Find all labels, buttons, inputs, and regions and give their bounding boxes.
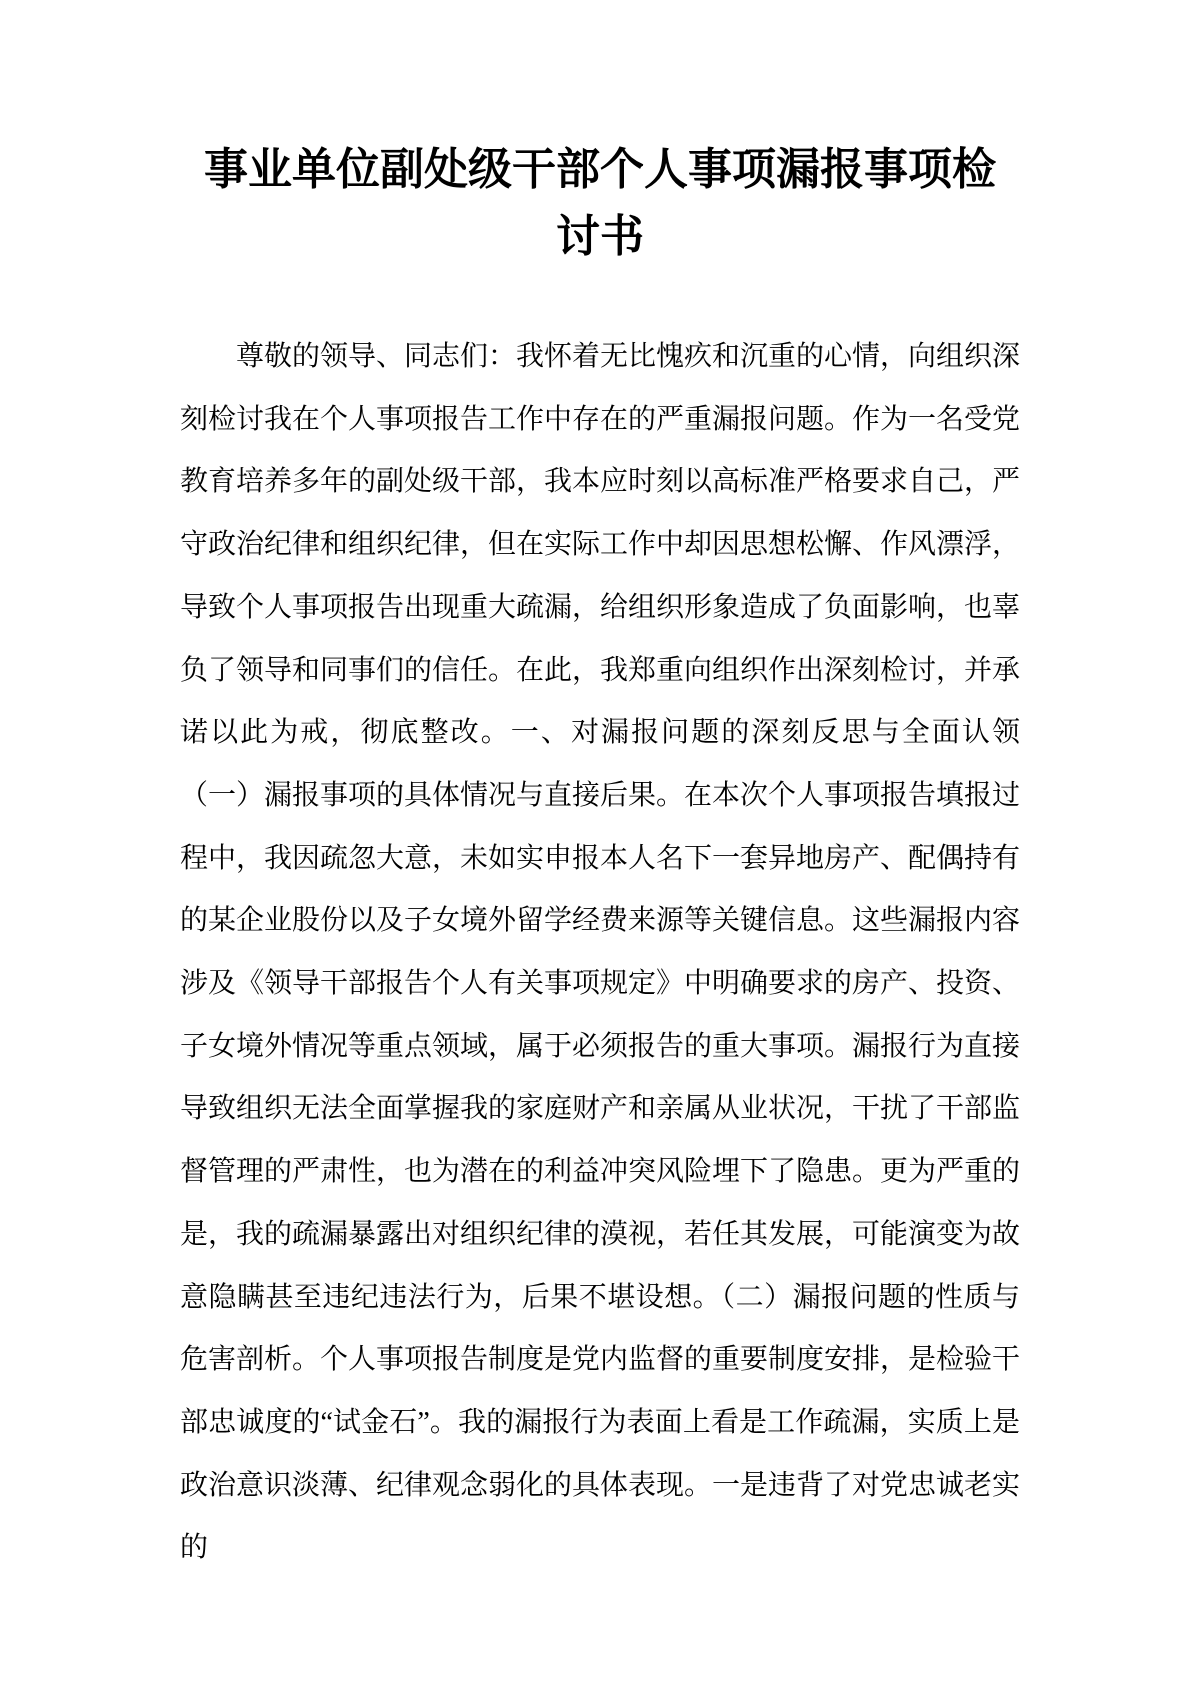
document-title: 事业单位副处级干部个人事项漏报事项检讨书 bbox=[204, 145, 996, 261]
document-body-paragraph: 尊敬的领导、同志们：我怀着无比愧疚和沉重的心情，向组织深刻检讨我在个人事项报告工作中存在的严重漏报问题。作为一名受党教育培养多年的副处级干部，我本应时刻以高标准严格要求自己，严守政治纪律和组织纪律，但在实际工作中却因思想松懈、作风漂浮，导致个人事项报告出现重大疏漏，给组织形象造成了负面影响，也辜负了领导和同事们的信任。在此，我郑重向组织作出深刻检讨，并承诺以此为戒，彻底整改。一、对漏报问题的深刻反思与全面认领（一）漏报事项的具体情况与直接后果。在本次个人事项报告填报过程中，我因疏忽大意，未如实申报本人名下一套异地房产、配偶持有的某企业股份以及子女境外留学经费来源等关键信息。这些漏报内容涉及《领导干部报告个人有关事项规定》中明确要求的房产、投资、子女境外情况等重点领域，属于必须报告的重大事项。漏报行为直接导致组织无法全面掌握我的家庭财产和亲属从业状况，干扰了干部监督管理的严肃性，也为潜在的利益冲突风险埋下了隐患。更为严重的是，我的疏漏暴露出对组织纪律的漠视，若任其发展，可能演变为故意隐瞒甚至违纪违法行为，后果不堪设想。（二）漏报问题的性质与危害剖析。个人事项报告制度是党内监督的重要制度安排，是检验干部忠诚度的“试金石”。我的漏报行为表面上看是工作疏漏，实质上是政治意识淡薄、纪律观念弱化的具体表现。一是违背了对党忠诚老实的 bbox=[180, 341, 1021, 1564]
